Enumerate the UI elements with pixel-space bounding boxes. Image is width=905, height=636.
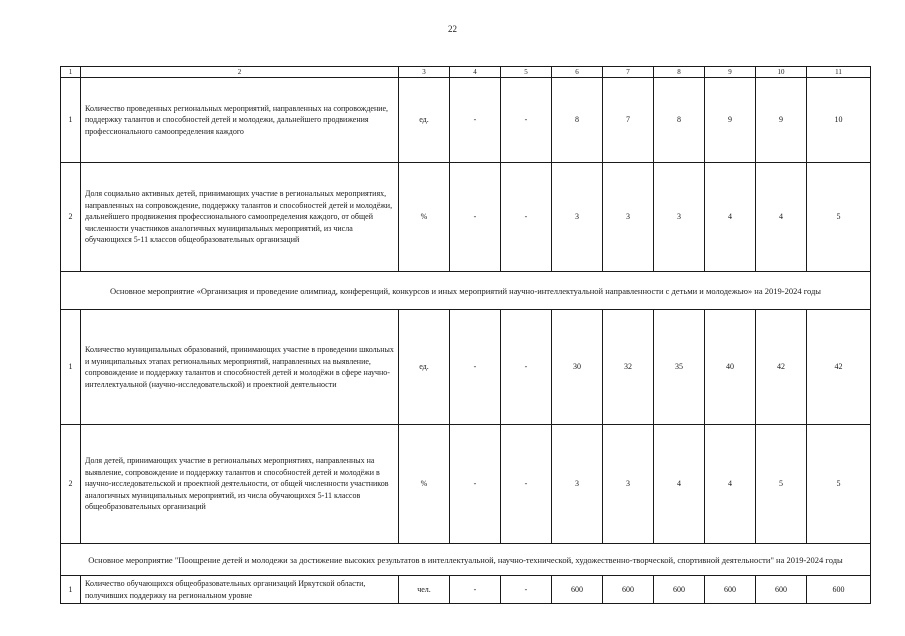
unit-cell: % bbox=[399, 425, 450, 544]
table-row bbox=[61, 78, 871, 163]
value-cell: 4 bbox=[654, 425, 705, 544]
table-row bbox=[61, 310, 871, 425]
column-number: 10 bbox=[756, 67, 807, 78]
value-cell: - bbox=[450, 576, 501, 604]
value-cell: 40 bbox=[705, 310, 756, 425]
table-row bbox=[61, 576, 871, 604]
value-cell: - bbox=[450, 78, 501, 163]
value-cell: - bbox=[501, 163, 552, 272]
indicator-name: Количество муниципальных образований, принимающих участие в проведении школьных и муниципальных этапах региональных мероприятий, направленных на выявление, сопровождение и поддержку талантов и способностей детей и молодёжи в сфере научно-интеллектуальной (научно-исследовательской) и проектной деятельности bbox=[81, 310, 399, 425]
value-cell: 5 bbox=[756, 425, 807, 544]
indicator-name: Доля социально активных детей, принимающих участие в региональных мероприятиях, направленных на сопровождение, поддержку талантов и способностей детей и молодёжи, дальнейшего продвижения профессионального самоопределения каждого, от общей численности участников аналогичных муниципальных мероприятий, из числа обучающихся 5-11 классов общеобразовательных организаций bbox=[81, 163, 399, 272]
value-cell: 600 bbox=[807, 576, 871, 604]
table-row bbox=[61, 425, 871, 544]
value-cell: 600 bbox=[654, 576, 705, 604]
column-number: 9 bbox=[705, 67, 756, 78]
indicators-table bbox=[60, 66, 871, 604]
value-cell: 3 bbox=[552, 425, 603, 544]
value-cell: - bbox=[450, 310, 501, 425]
value-cell: 35 bbox=[654, 310, 705, 425]
column-number: 11 bbox=[807, 67, 871, 78]
unit-cell: ед. bbox=[399, 310, 450, 425]
unit-cell: чел. bbox=[399, 576, 450, 604]
value-cell: 4 bbox=[705, 425, 756, 544]
column-number: 7 bbox=[603, 67, 654, 78]
section-row bbox=[61, 544, 871, 576]
column-number: 1 bbox=[61, 67, 81, 78]
value-cell: 3 bbox=[552, 163, 603, 272]
value-cell: 10 bbox=[807, 78, 871, 163]
value-cell: 9 bbox=[705, 78, 756, 163]
indicator-name: Доля детей, принимающих участие в региональных мероприятиях, направленных на выявление, сопровождение и поддержку талантов и способностей детей и молодёжи в научно-исследовательской и проектной деятельности, от общей численности участников аналогичных муниципальных мероприятий, из числа обучающихся 5-11 классов общеобразовательных организаций bbox=[81, 425, 399, 544]
value-cell: 7 bbox=[603, 78, 654, 163]
value-cell: 600 bbox=[603, 576, 654, 604]
value-cell: 42 bbox=[807, 310, 871, 425]
column-number: 6 bbox=[552, 67, 603, 78]
indicator-name: Количество обучающихся общеобразовательных организаций Иркутской области, получивших поддержку на региональном уровне bbox=[81, 576, 399, 604]
value-cell: - bbox=[501, 576, 552, 604]
value-cell: 4 bbox=[705, 163, 756, 272]
row-number: 2 bbox=[61, 425, 81, 544]
value-cell: 3 bbox=[603, 425, 654, 544]
column-number: 2 bbox=[81, 67, 399, 78]
value-cell: 600 bbox=[756, 576, 807, 604]
value-cell: - bbox=[501, 310, 552, 425]
column-number: 8 bbox=[654, 67, 705, 78]
section-title: Основное мероприятие "Поощрение детей и молодежи за достижение высоких результатов в интеллектуальной, научно-технической, художественно-творческой, спортивной деятельности" на 2019-2024 годы bbox=[61, 544, 871, 576]
section-title: Основное мероприятие «Организация и проведение олимпиад, конференций, конкурсов и иных мероприятий научно-интеллектуальной направленности с детьми и молодежью» на 2019-2024 годы bbox=[61, 272, 871, 310]
value-cell: 30 bbox=[552, 310, 603, 425]
value-cell: 8 bbox=[654, 78, 705, 163]
value-cell: 5 bbox=[807, 163, 871, 272]
value-cell: 4 bbox=[756, 163, 807, 272]
value-cell: 8 bbox=[552, 78, 603, 163]
row-number: 2 bbox=[61, 163, 81, 272]
value-cell: 42 bbox=[756, 310, 807, 425]
value-cell: 9 bbox=[756, 78, 807, 163]
row-number: 1 bbox=[61, 78, 81, 163]
column-number-row bbox=[61, 67, 871, 78]
table-row bbox=[61, 163, 871, 272]
value-cell: 32 bbox=[603, 310, 654, 425]
value-cell: 3 bbox=[603, 163, 654, 272]
section-row bbox=[61, 272, 871, 310]
page-number: 22 bbox=[448, 24, 457, 34]
column-number: 3 bbox=[399, 67, 450, 78]
indicator-name: Количество проведенных региональных мероприятий, направленных на сопровождение, поддержку талантов и способностей детей и молодежи, дальнейшего продвижения профессионального самоопределения каждого bbox=[81, 78, 399, 163]
row-number: 1 bbox=[61, 310, 81, 425]
value-cell: - bbox=[450, 163, 501, 272]
value-cell: 3 bbox=[654, 163, 705, 272]
value-cell: 600 bbox=[552, 576, 603, 604]
value-cell: - bbox=[450, 425, 501, 544]
unit-cell: ед. bbox=[399, 78, 450, 163]
value-cell: - bbox=[501, 425, 552, 544]
unit-cell: % bbox=[399, 163, 450, 272]
value-cell: 5 bbox=[807, 425, 871, 544]
row-number: 1 bbox=[61, 576, 81, 604]
column-number: 5 bbox=[501, 67, 552, 78]
column-number: 4 bbox=[450, 67, 501, 78]
value-cell: 600 bbox=[705, 576, 756, 604]
value-cell: - bbox=[501, 78, 552, 163]
